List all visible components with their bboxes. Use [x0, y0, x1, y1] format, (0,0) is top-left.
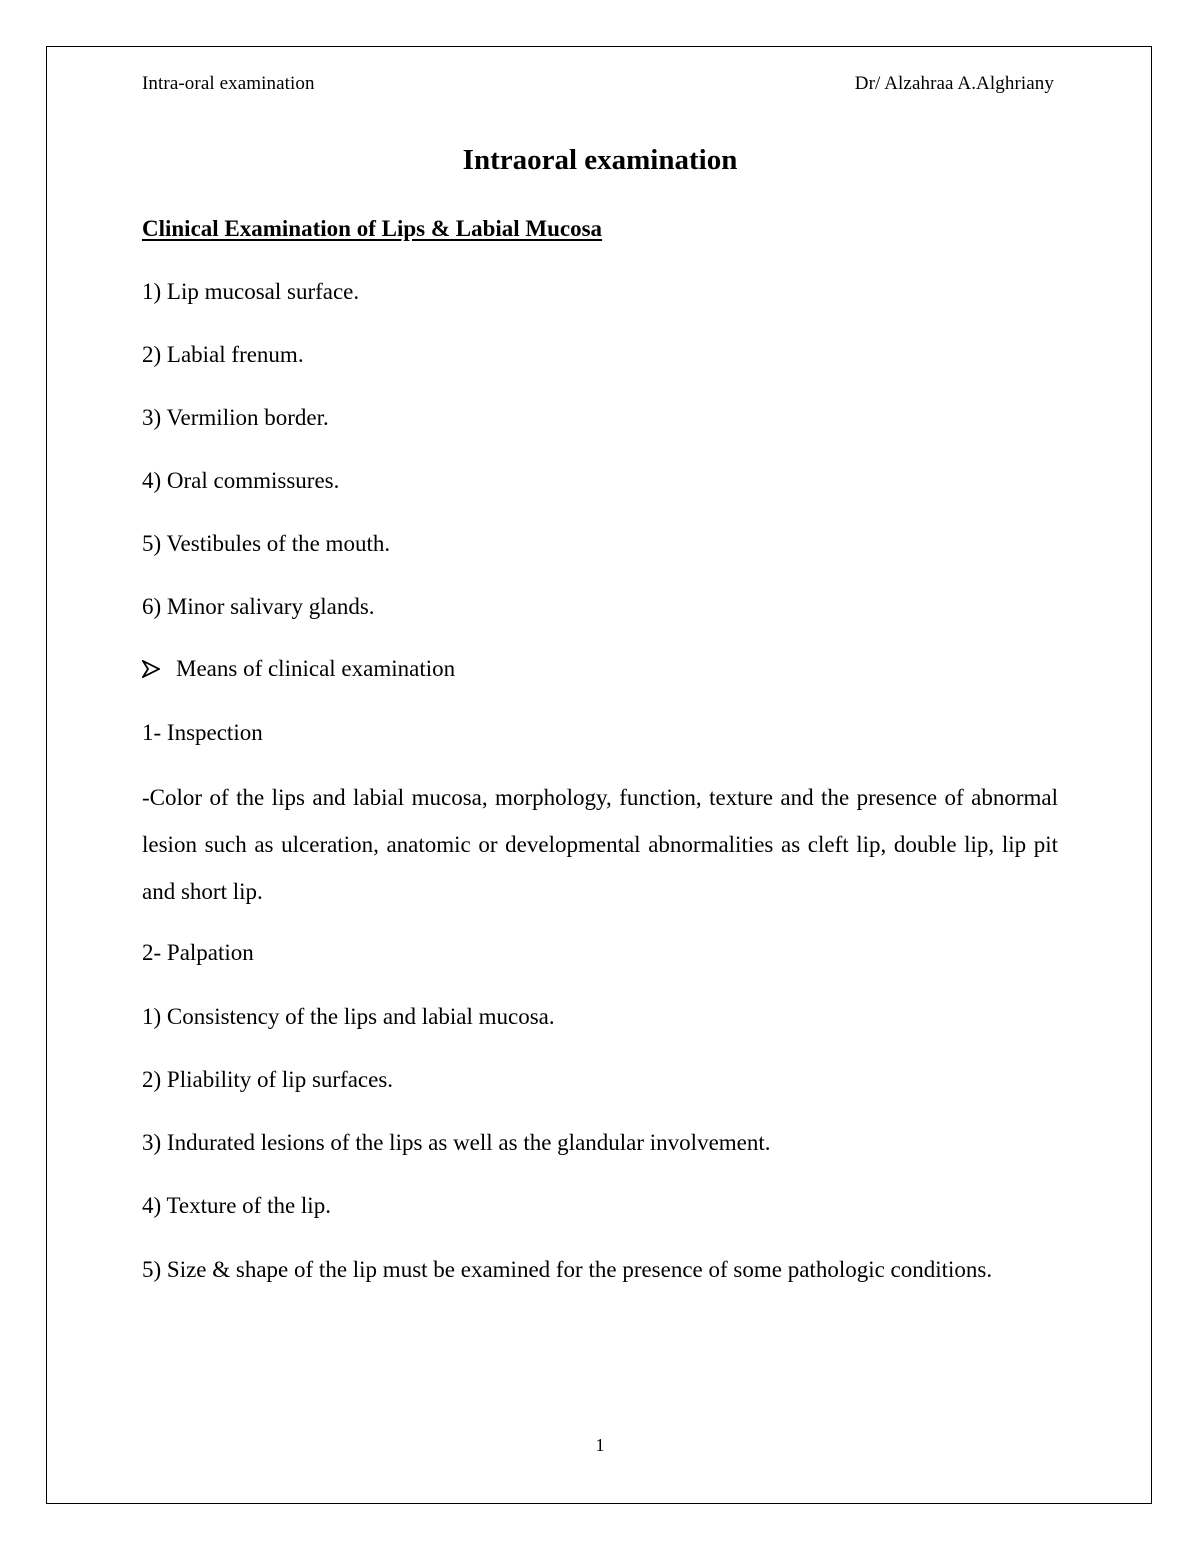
lip-item-5: 5) Vestibules of the mouth. [142, 531, 391, 556]
running-header-title: Intra-oral examination [142, 73, 315, 94]
palpation-item-1: 1) Consistency of the lips and labial mucosa. [142, 1004, 555, 1029]
lip-item-3: 3) Vermilion border. [142, 405, 329, 430]
page-number: 1 [595, 1435, 605, 1455]
lip-item-2: 2) Labial frenum. [142, 342, 304, 367]
section-heading: Clinical Examination of Lips & Labial Mucosa [142, 216, 603, 241]
running-header-author: Dr/ Alzahraa A.Alghriany [854, 73, 1054, 94]
palpation-item-3: 3) Indurated lesions of the lips as well as the glandular involvement. [142, 1130, 771, 1155]
palpation-item-2: 2) Pliability of lip surfaces. [142, 1067, 394, 1092]
lip-item-6: 6) Minor salivary glands. [142, 594, 375, 619]
means-bullet-item [142, 654, 455, 684]
arrowhead-bullet-icon [142, 654, 176, 684]
lip-item-4: 4) Oral commissures. [142, 468, 340, 493]
palpation-heading: 2- Palpation [142, 940, 254, 965]
document-title: Intraoral examination [462, 144, 738, 176]
palpation-item-4: 4) Texture of the lip. [142, 1193, 331, 1218]
inspection-paragraph: -Color of the lips and labial mucosa, morphology, function, texture and the presence of abnormal lesion such as ulceration, anatomic or developmental abnormalities as cleft lip, double lip, lip pit and short lip. [142, 785, 1058, 904]
palpation-item-5: 5) Size & shape of the lip must be examined for the presence of some pathologic conditions. [142, 1257, 993, 1282]
lip-item-1: 1) Lip mucosal surface. [142, 279, 360, 304]
inspection-heading: 1- Inspection [142, 720, 263, 745]
means-label: Means of clinical examination [176, 656, 456, 681]
